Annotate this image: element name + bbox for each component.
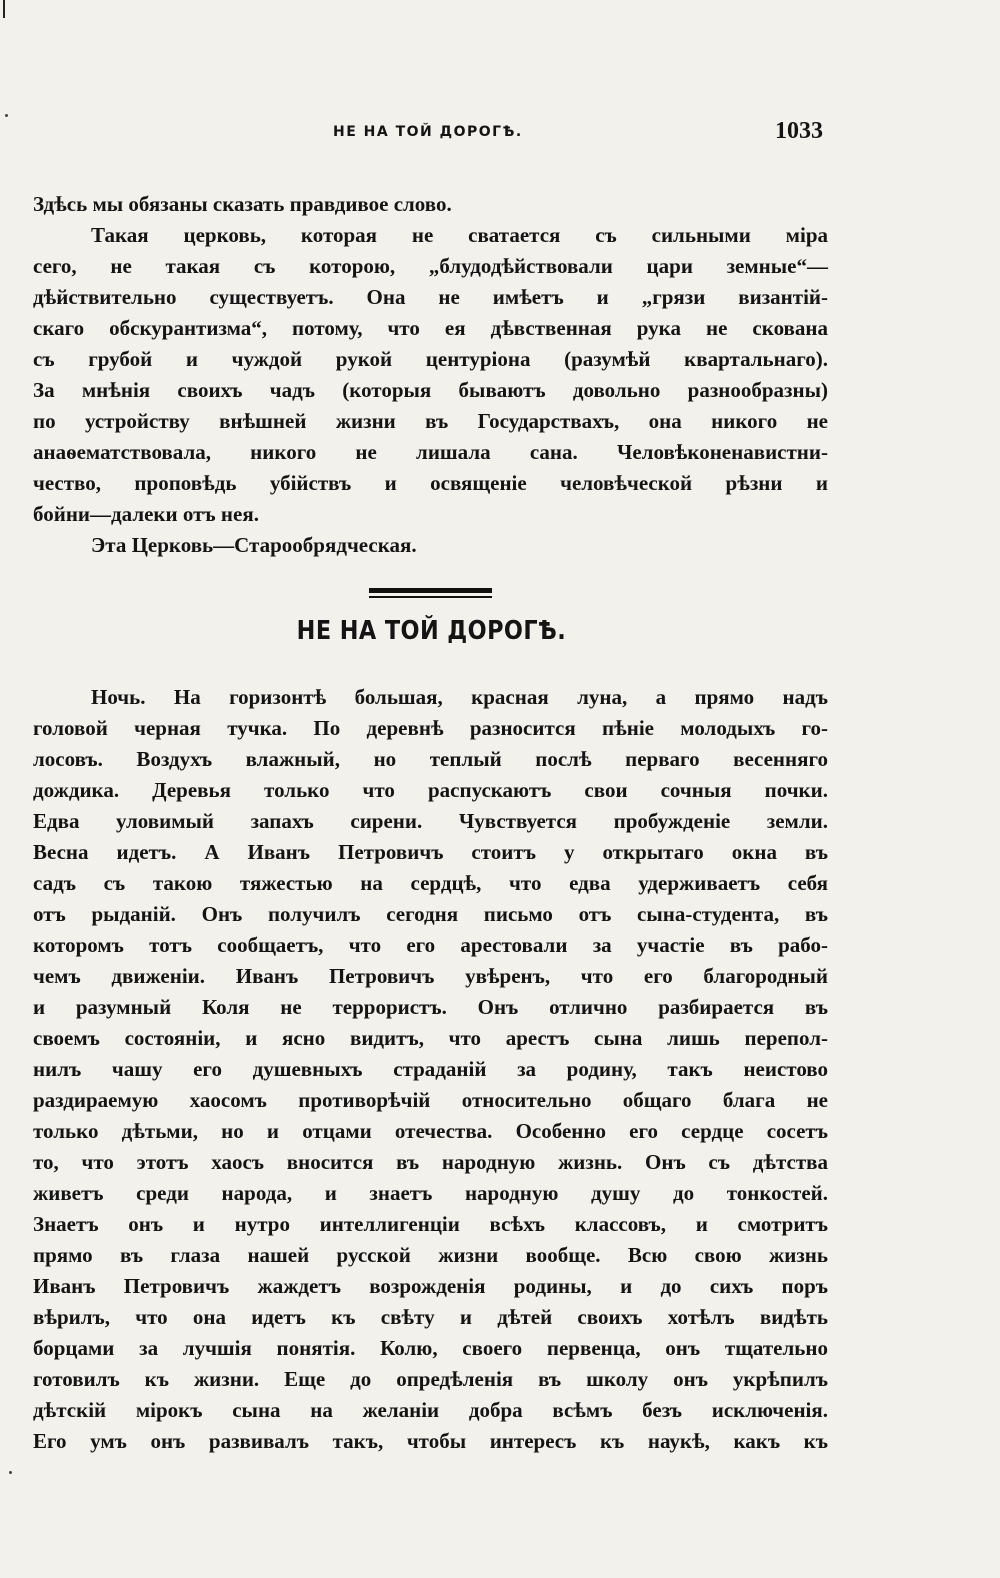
- text-line: чемъ движеніи. Иванъ Петровичъ увѣренъ, что его благородный: [33, 964, 828, 988]
- text-line: отъ рыданій. Онъ получилъ сегодня письмо отъ сына-студента, въ: [33, 902, 828, 926]
- text-line: скаго обскурантизма“, потому, что ея дѣвственная рука не скована: [33, 316, 828, 340]
- text-line: по устройству внѣшней жизни въ Государствахъ, она никого не: [33, 409, 828, 433]
- page-number: 1033: [775, 118, 823, 144]
- scan-speck: [9, 1471, 12, 1474]
- text-line: головой черная тучка. По деревнѣ разносится пѣніе молодыхъ го-: [33, 716, 828, 740]
- text-line: сего, не такая съ которою, „блудодѣйствовали цари земные“—: [33, 254, 828, 278]
- text-line: Его умъ онъ развивалъ такъ, чтобы интересъ къ наукѣ, какъ къ: [33, 1429, 828, 1453]
- text-line: Иванъ Петровичъ жаждетъ возрожденія родины, и до сихъ поръ: [33, 1274, 828, 1298]
- text-line: Такая церковь, которая не сватается съ сильными міра: [91, 223, 828, 247]
- text-line: раздираемую хаосомъ противорѣчій относительно общаго блага не: [33, 1088, 828, 1112]
- section-divider-rule-thin: [369, 596, 492, 598]
- text-line: нилъ чашу его душевныхъ страданій за родину, такъ неистово: [33, 1057, 828, 1081]
- section-title: НЕ НА ТОЙ ДОРОГѢ.: [296, 616, 567, 646]
- text-line: садъ съ такою тяжестью на сердцѣ, что едва удерживаетъ себя: [33, 871, 828, 895]
- text-line: прямо въ глаза нашей русской жизни вообще. Всю свою жизнь: [33, 1243, 828, 1267]
- text-line: дождика. Деревья только что распускаютъ свои сочныя почки.: [33, 778, 828, 802]
- text-line: лосовъ. Воздухъ влажный, но теплый послѣ перваго весенняго: [33, 747, 828, 771]
- paragraph: [33, 530, 828, 561]
- paragraph: [33, 682, 828, 1457]
- text-line: своемъ состояніи, и ясно видитъ, что арестъ сына лишь перепол-: [33, 1026, 828, 1050]
- scan-edge-mark: [3, 0, 5, 18]
- paragraph: [33, 189, 828, 220]
- text-line: то, что этотъ хаосъ вносится въ народную жизнь. Онъ съ дѣтства: [33, 1150, 828, 1174]
- text-line: вѣрилъ, что она идетъ къ свѣту и дѣтей своихъ хотѣлъ видѣть: [33, 1305, 828, 1329]
- text-line: которомъ тотъ сообщаетъ, что его арестовали за участіе въ рабо-: [33, 933, 828, 957]
- text-line: анаѳематствовала, никого не лишала сана. Человѣконенавистни-: [33, 440, 828, 464]
- top-text-block: [33, 189, 828, 561]
- paragraph: [33, 220, 828, 530]
- text-line: готовилъ къ жизни. Еще до опредѣленія въ школу онъ укрѣпилъ: [33, 1367, 828, 1391]
- text-line: За мнѣнія своихъ чадъ (которыя бываютъ довольно разнообразны): [33, 378, 828, 402]
- section-divider-rule: [369, 588, 492, 593]
- scan-speck: [5, 114, 8, 117]
- text-line: бойни—далеки отъ нея.: [33, 502, 259, 526]
- text-line: Весна идетъ. А Иванъ Петровичъ стоитъ у открытаго окна въ: [33, 840, 828, 864]
- text-line: Знаетъ онъ и нутро интеллигенціи всѣхъ классовъ, и смотритъ: [33, 1212, 828, 1236]
- text-line: Эта Церковь—Старообрядческая.: [91, 533, 417, 557]
- text-line: чество, проповѣдь убійствъ и освященіе человѣческой рѣзни и: [33, 471, 828, 495]
- text-line: дѣйствительно существуетъ. Она не имѣетъ и „грязи византій-: [33, 285, 828, 309]
- text-line: живетъ среди народа, и знаетъ народную душу до тонкостей.: [33, 1181, 828, 1205]
- running-header: НЕ НА ТОЙ ДОРОГѢ.: [333, 124, 523, 140]
- text-line: Здѣсь мы обязаны сказать правдивое слово.: [33, 192, 452, 216]
- text-line: только дѣтьми, но и отцами отечества. Особенно его сердце сосетъ: [33, 1119, 828, 1143]
- text-line: съ грубой и чуждой рукой центуріона (разумѣй квартальнаго).: [33, 347, 828, 371]
- text-line: Ночь. На горизонтѣ большая, красная луна, а прямо надъ: [91, 685, 828, 709]
- body-text-block: [33, 682, 828, 1457]
- text-line: борцами за лучшія понятія. Колю, своего первенца, онъ тщательно: [33, 1336, 828, 1360]
- text-line: и разумный Коля не террористъ. Онъ отлично разбирается въ: [33, 995, 828, 1019]
- text-line: Едва уловимый запахъ сирени. Чувствуется пробужденіе земли.: [33, 809, 828, 833]
- text-line: дѣтскій мірокъ сына на желаніи добра всѣмъ безъ исключенія.: [33, 1398, 828, 1422]
